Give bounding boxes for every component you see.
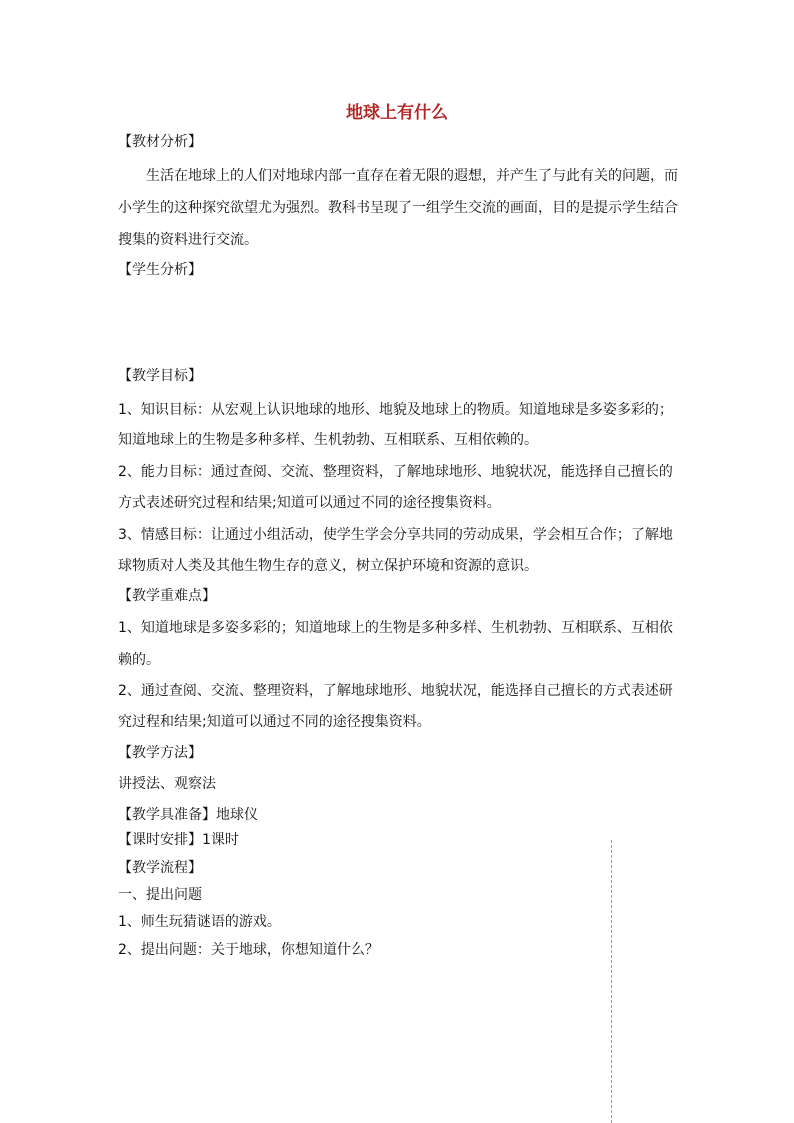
paragraph-line: 2、提出问题：关于地球，你想知道什么？ <box>118 942 379 958</box>
paragraph-line: 搜集的资料进行交流。 <box>118 232 258 248</box>
paragraph-line: 2、能力目标：通过查阅、交流、整理资料，了解地球地形、地貌状况，能选择自己擅长的 <box>118 464 673 480</box>
paragraph-line: 球物质对人类及其他生物生存的意义，树立保护环境和资源的意识。 <box>118 558 538 574</box>
section-heading-key-points: 【教学重难点】 <box>118 588 216 604</box>
paragraph-line: 方式表述研究过程和结果;知道可以通过不同的途径搜集资料。 <box>118 495 501 511</box>
paragraph-line: 赖的。 <box>118 652 160 668</box>
section-heading-textbook-analysis: 【教材分析】 <box>118 134 202 150</box>
paragraph-line: 讲授法、观察法 <box>118 776 216 792</box>
paragraph-line: 知道地球上的生物是多种多样、生机勃勃、互相联系、互相依赖的。 <box>118 432 538 448</box>
section-heading-student-analysis: 【学生分析】 <box>118 262 202 278</box>
document-title: 地球上有什么 <box>346 103 448 123</box>
paragraph-line: 究过程和结果;知道可以通过不同的途径搜集资料。 <box>118 714 431 730</box>
section-heading-teaching-process: 【教学流程】 <box>118 860 202 876</box>
section-heading-teaching-methods: 【教学方法】 <box>118 745 202 761</box>
paragraph-line: 1、知道地球是多姿多彩的；知道地球上的生物是多种多样、生机勃勃、互相联系、互相依 <box>118 620 673 636</box>
paragraph-line: 2、通过查阅、交流、整理资料，了解地球地形、地貌状况，能选择自己擅长的方式表述研 <box>118 683 673 699</box>
paragraph-line: 生活在地球上的人们对地球内部一直存在着无限的遐想，并产生了与此有关的问题，而 <box>146 168 678 184</box>
section-heading-teaching-aids: 【教学具准备】地球仪 <box>118 807 258 823</box>
paragraph-line: 1、师生玩猜谜语的游戏。 <box>118 914 281 930</box>
paragraph-line: 3、情感目标：让通过小组活动，使学生学会分享共同的劳动成果，学会相互合作；了解地 <box>118 527 673 543</box>
paragraph-line: 一、提出问题 <box>118 887 202 903</box>
paragraph-line: 小学生的这种探究欲望尤为强烈。教科书呈现了一组学生交流的画面，目的是提示学生结合 <box>118 200 678 216</box>
section-heading-teaching-objectives: 【教学目标】 <box>118 368 202 384</box>
paragraph-line: 1、知识目标：从宏观上认识地球的地形、地貌及地球上的物质。知道地球是多姿多彩的； <box>118 402 673 418</box>
section-heading-class-schedule: 【课时安排】1课时 <box>118 832 239 848</box>
margin-dashed-rule <box>611 840 612 1123</box>
